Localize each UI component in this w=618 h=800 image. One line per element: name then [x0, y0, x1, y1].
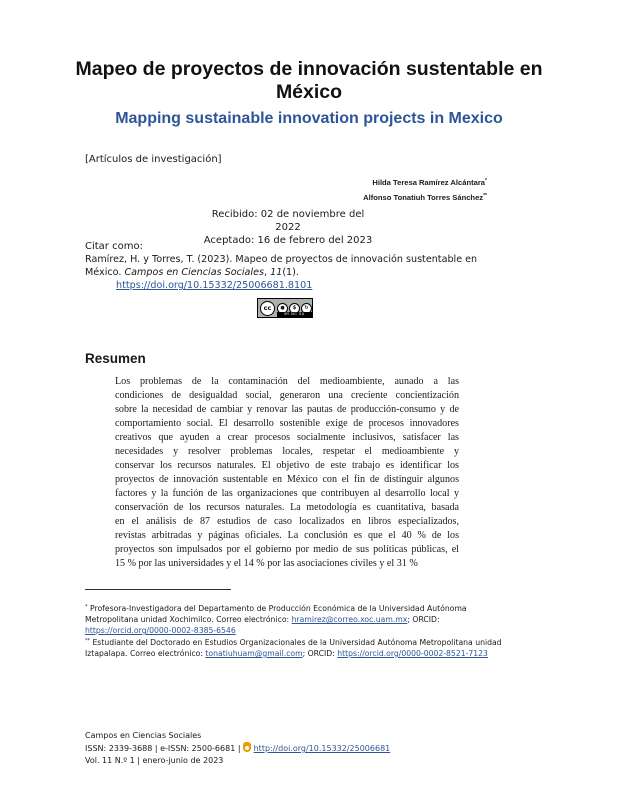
author-list [363, 175, 487, 204]
author-2: Alfonso Tonatiuh Torres Sánchez** [363, 192, 487, 202]
abstract-body [115, 375, 459, 571]
footnote-2: ** Estudiante del Doctorado en Estudios Organizacionales de la Universidad Autónoma Metropolitana unidad Iztapalapa. Correo electrónico: tonatiuhuam@gmail.com; ORCID: https://orcid.org/0000-0002-8521-7123 [85, 638, 502, 658]
abstract-line: 15 % por las universidades y el 14 % por las asociaciones civiles y el 31 % [115, 558, 418, 569]
article-title-spanish: Mapeo de proyectos de innovación sustentable en México [75, 58, 543, 103]
footnote-2-orcid-link[interactable]: https://orcid.org/0000-0002-8521-7123 [337, 649, 488, 658]
footer-issn-line: ISSN: 2339-3688 | e-ISSN: 2500-6681 | http://doi.org/10.15332/25006681 [85, 744, 391, 753]
footer-journal: Campos en Ciencias Sociales [85, 731, 202, 740]
abstract-heading: Resumen [85, 351, 146, 366]
abstract-line: comportamiento social. El desarrollo sostenible exige de procesos innovadores [115, 418, 459, 429]
footnote-1-orcid-link[interactable]: https://orcid.org/0000-0002-8385-6546 [85, 626, 236, 635]
abstract-line: Los problemas de la contaminación del medioambiente, aunado a las [115, 376, 459, 387]
footer-volume: Vol. 11 N.º 1 | enero-junio de 2023 [85, 756, 224, 765]
abstract-line: creativos que ayuden a crear procesos socialmente inclusivos, satisfacer las [115, 432, 459, 443]
received-date: Recibido: 02 de noviembre del 2022 [211, 209, 365, 233]
cc-logo-icon: cc [260, 301, 275, 316]
abstract-line: condiciones de desigualdad social, generaron una creciente concientización [115, 390, 459, 401]
citation-doi-link[interactable]: https://doi.org/10.15332/25006681.8101 [116, 280, 313, 291]
accepted-date: Aceptado: 16 de febrero del 2023 [203, 235, 373, 246]
section-tag: [Artículos de investigación] [85, 154, 222, 165]
abstract-line: necesidades y resolver problemas locales, respetar el medioambiente y [115, 446, 459, 457]
abstract-line: proyectos son impulsados por el gobierno por medio de sus políticas públicas, el [115, 544, 459, 555]
footnote-divider [85, 589, 231, 590]
citation-text: Ramírez, H. y Torres, T. (2023). Mapeo de proyectos de innovación sustentable en México. Campos en Ciencias Sociales, 11(1). https://doi.org/10.15332/25006681.8101 [85, 254, 478, 291]
cc-license-strip: BY NC SA [277, 312, 312, 317]
footnote-2-email-link[interactable]: tonatiuhuam@gmail.com [205, 649, 303, 658]
abstract-line: en el análisis de 87 estudios de caso localizados en libros especializados, [115, 516, 459, 527]
footer-doi-link[interactable]: http://doi.org/10.15332/25006681 [253, 744, 391, 753]
article-title-english: Mapping sustainable innovation projects in Mexico [115, 110, 503, 127]
dates-block [200, 208, 376, 247]
abstract-line: conservar los recursos naturales. El objetivo de este trabajo es identificar los [115, 460, 459, 471]
sa-icon: ↻ [301, 303, 312, 314]
abstract-line: conservación de los recursos naturales. La metodología es cuantitativa, basada [115, 502, 459, 513]
abstract-line: proyectos de innovación sustentable en México con el fin de distinguir algunos [115, 474, 459, 485]
page-footer [85, 730, 505, 767]
open-access-icon [243, 742, 251, 752]
abstract-line: factores y la función de las organizaciones que contribuyen al desarrollo local y [115, 488, 459, 499]
by-person-icon: ● [277, 303, 288, 314]
abstract-line: revistas arbitradas y páginas oficiales. La conclusión es que el 40 % de los [115, 530, 459, 541]
abstract-line: sobre la necesidad de cambiar y renovar las pautas de producción-consumo y de [115, 404, 459, 415]
nc-icon: $ [289, 303, 300, 314]
citation-label: Citar como: [85, 241, 143, 252]
footnote-1-email-link[interactable]: hramirez@correo.xoc.uam.mx [291, 615, 408, 624]
footnote-1: * Profesora-Investigadora del Departamento de Producción Económica de la Universidad Autónoma Metropolitana unidad Xochimilco. Correo electrónico: hramirez@correo.xoc.uam.mx; ORCID: https://orcid.org/0000-0002-8385-6546 [85, 604, 467, 635]
cc-license-badge[interactable] [257, 298, 313, 318]
author-1: Hilda Teresa Ramírez Alcántara* [372, 178, 487, 187]
